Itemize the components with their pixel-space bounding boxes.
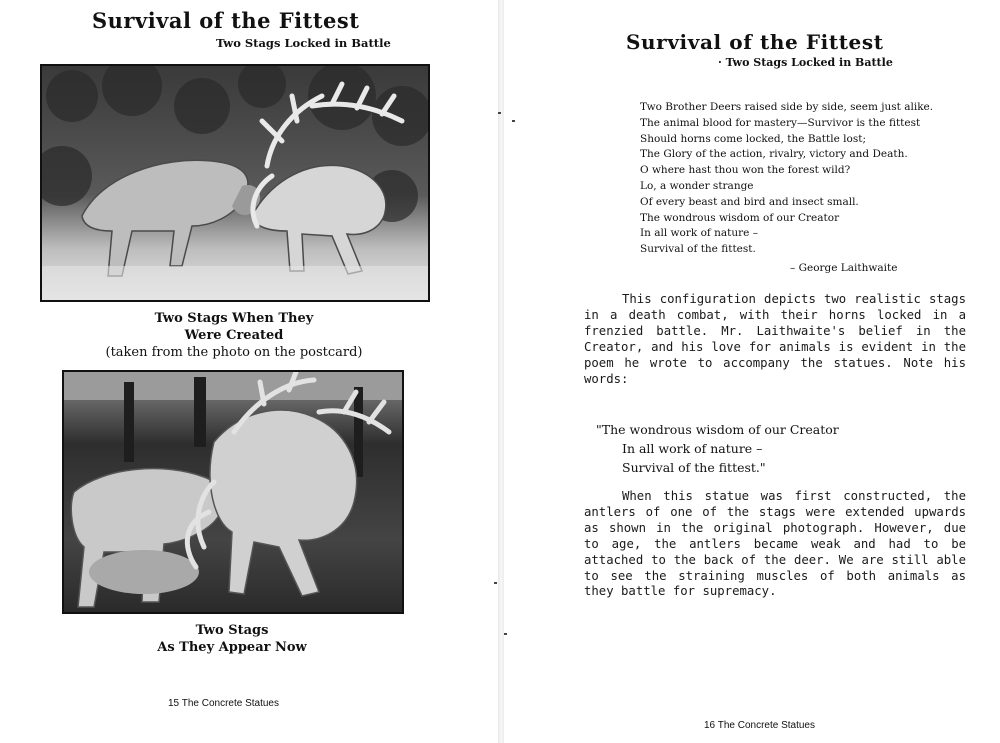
poem-line: In all work of nature – [640, 227, 758, 240]
right-page-subtitle: · Two Stags Locked in Battle [718, 56, 893, 69]
left-page-title: Survival of the Fittest [92, 8, 360, 33]
caption-note: (taken from the photo on the postcard) [105, 345, 363, 360]
original-stags-image [42, 66, 428, 300]
history-paragraph: When this statue was first constructed, the antlers of one of the stags were extended upwards as shown in the original photograph. However, due to age, the antlers became weak and had to be attached to the back of the deer. We are still able to see the straining muscles of both animals as they battle for supremacy. [584, 489, 966, 599]
poem-line: Of every beast and bird and insect small. [640, 195, 859, 208]
poem-quote [596, 420, 839, 477]
caption-line: Two Stags When They [154, 311, 314, 326]
left-page [0, 0, 498, 743]
poem-line: Should horns come locked, the Battle lost; [640, 132, 866, 145]
left-page-subtitle: Two Stags Locked in Battle [216, 36, 391, 50]
scan-speck [504, 633, 507, 635]
poem-line: Lo, a wonder strange [640, 179, 754, 192]
poem [640, 100, 934, 258]
poem-line: The animal blood for mastery—Survivor is the fittest [640, 116, 921, 129]
current-stags-photo [62, 370, 404, 614]
description-paragraph: This configuration depicts two realistic stags in a death combat, with their horns locked in a frenzied battle. Mr. Laithwaite's belief in the Creator, and his love for animals is evident in the poem he wrote to accompany the statues. Note his words: [584, 292, 966, 386]
caption-line: Were Created [184, 328, 284, 343]
quote-line: In all work of nature – [622, 441, 763, 456]
right-page-footer: 16 The Concrete Statues [704, 720, 815, 731]
right-page-title: Survival of the Fittest [626, 30, 884, 54]
poem-line: The wondrous wisdom of our Creator [640, 211, 840, 224]
poem-line: Two Brother Deers raised side by side, seem just alike. [640, 101, 934, 113]
quote-line: Survival of the fittest." [622, 460, 766, 475]
caption-line: As They Appear Now [157, 640, 307, 655]
poem-line: O where hast thou won the forest wild? [640, 164, 851, 177]
quote-line: "The wondrous wisdom of our Creator [596, 422, 839, 437]
current-stags-image [64, 372, 402, 612]
original-stags-photo [40, 64, 430, 302]
scan-speck [512, 120, 515, 122]
scan-speck [494, 582, 497, 584]
caption-line: Two Stags [195, 623, 269, 638]
poem-line: The Glory of the action, rivalry, victory and Death. [640, 148, 908, 161]
poem-attribution: – George Laithwaite [790, 262, 898, 274]
right-page [504, 0, 1000, 743]
current-photo-caption [60, 622, 404, 656]
scan-speck [498, 112, 501, 114]
original-photo-caption [40, 310, 428, 361]
poem-line: Survival of the fittest. [640, 243, 756, 256]
left-page-footer: 15 The Concrete Statues [168, 698, 279, 709]
